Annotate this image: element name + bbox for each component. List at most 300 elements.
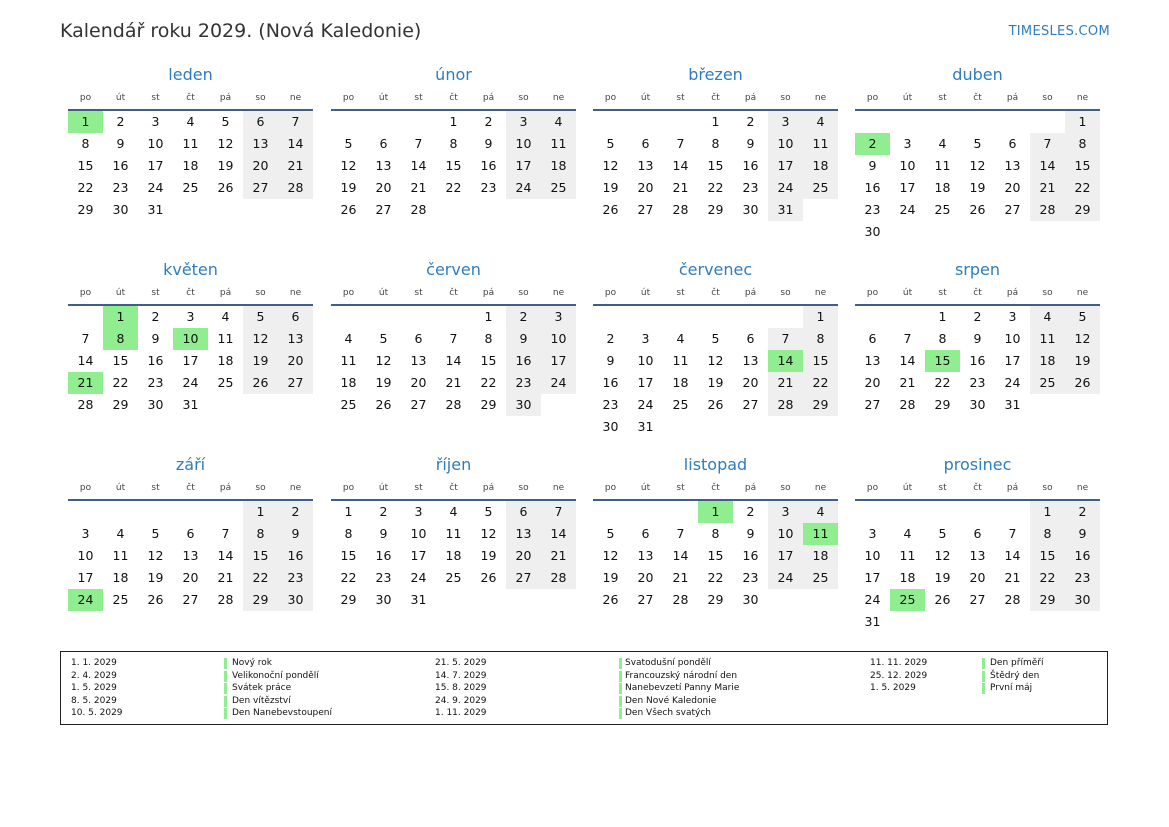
month-name: leden — [168, 65, 213, 84]
weekday-label: čt — [449, 93, 458, 103]
day-cell: 21 — [1004, 570, 1021, 585]
weekday-label: st — [151, 93, 160, 103]
day-cell: 28 — [768, 394, 803, 416]
legend-item — [870, 682, 1169, 695]
weekday-label: čt — [973, 483, 982, 493]
empty-day-cell — [995, 111, 1030, 133]
empty-day-cell — [138, 501, 173, 523]
week-row — [855, 567, 1100, 589]
day-cell: 11 — [672, 353, 689, 368]
day-cell: 15 — [77, 158, 94, 173]
legend-holiday-name: Štědrý den — [990, 670, 1040, 681]
day-cell: 27 — [375, 202, 392, 217]
legend-holiday-name: Den Nové Kaledonie — [625, 695, 717, 706]
day-cell: 10 — [768, 133, 803, 155]
week-row — [593, 328, 838, 350]
day-cell: 20 — [182, 570, 199, 585]
day-cell: 23 — [742, 180, 759, 195]
empty-day-cell — [401, 111, 436, 133]
weekday-label: ne — [814, 93, 827, 103]
holiday-day-cell: 11 — [803, 523, 838, 545]
day-cell: 16 — [112, 158, 129, 173]
week-row — [593, 589, 838, 611]
day-cell: 3 — [1008, 309, 1017, 324]
day-cell: 23 — [742, 570, 759, 585]
day-cell: 10 — [637, 353, 654, 368]
day-cell: 2 — [151, 309, 160, 324]
day-cell: 24 — [506, 177, 541, 199]
day-cell: 31 — [864, 614, 881, 629]
day-cell: 17 — [637, 375, 654, 390]
empty-day-cell — [890, 611, 925, 633]
day-cell: 8 — [1030, 523, 1065, 545]
day-cell: 13 — [742, 353, 759, 368]
day-cell: 27 — [637, 592, 654, 607]
weekday-header — [68, 282, 313, 306]
day-cell: 11 — [217, 331, 234, 346]
legend-item — [71, 682, 401, 695]
day-cell: 29 — [1030, 589, 1065, 611]
empty-day-cell — [68, 501, 103, 523]
day-cell: 12 — [480, 526, 497, 541]
day-cell: 12 — [243, 328, 278, 350]
empty-day-cell — [401, 306, 436, 328]
empty-day-cell — [541, 589, 576, 611]
day-cell: 19 — [243, 350, 278, 372]
legend-date: 8. 5. 2029 — [71, 695, 117, 706]
day-cell: 17 — [864, 570, 881, 585]
week-row — [331, 350, 576, 372]
legend-column — [870, 657, 1169, 695]
empty-day-cell — [803, 589, 838, 611]
day-cell: 25 — [340, 397, 357, 412]
weekday-label: ne — [1076, 483, 1089, 493]
day-cell: 13 — [243, 133, 278, 155]
day-cell: 3 — [506, 111, 541, 133]
day-cell: 27 — [410, 397, 427, 412]
day-cell: 18 — [541, 155, 576, 177]
day-cell: 28 — [410, 202, 427, 217]
day-cell: 20 — [637, 180, 654, 195]
day-cell: 17 — [1004, 353, 1021, 368]
holiday-day-cell: 1 — [68, 111, 103, 133]
day-cell: 10 — [899, 158, 916, 173]
weekday-label: út — [378, 483, 389, 493]
day-cell: 11 — [803, 133, 838, 155]
legend-holiday-name: Nový rok — [232, 658, 272, 668]
day-cell: 17 — [541, 350, 576, 372]
legend-holiday-name: Den příměří — [990, 658, 1044, 668]
day-cell: 28 — [1030, 199, 1065, 221]
week-row — [593, 111, 838, 133]
page-title: Kalendář roku 2029. (Nová Kaledonie) — [60, 20, 422, 42]
day-cell: 27 — [243, 177, 278, 199]
day-cell: 8 — [81, 136, 90, 151]
weekday-label: st — [938, 288, 947, 298]
weekday-label: po — [604, 483, 617, 493]
day-cell: 15 — [707, 548, 724, 563]
weekday-header — [331, 87, 576, 111]
day-cell: 3 — [151, 114, 160, 129]
day-cell: 18 — [340, 375, 357, 390]
week-row — [593, 350, 838, 372]
day-cell: 10 — [506, 133, 541, 155]
day-cell: 27 — [506, 567, 541, 589]
day-cell: 3 — [641, 331, 650, 346]
weekday-label: pá — [744, 93, 757, 103]
day-cell: 29 — [707, 592, 724, 607]
day-cell: 25 — [541, 177, 576, 199]
holiday-legend — [60, 651, 1108, 725]
month-name: červenec — [678, 260, 753, 279]
empty-day-cell — [698, 306, 733, 328]
day-cell: 16 — [742, 548, 759, 563]
day-cell: 12 — [1065, 328, 1100, 350]
day-cell: 30 — [969, 397, 986, 412]
empty-day-cell — [593, 111, 628, 133]
weekday-label: po — [79, 93, 92, 103]
empty-day-cell — [471, 589, 506, 611]
day-cell: 12 — [375, 353, 392, 368]
day-cell: 13 — [375, 158, 392, 173]
day-cell: 1 — [1030, 501, 1065, 523]
day-cell: 22 — [112, 375, 129, 390]
month-5 — [331, 195, 576, 416]
day-cell: 29 — [77, 202, 94, 217]
weekday-header — [331, 282, 576, 306]
day-cell: 9 — [1065, 523, 1100, 545]
day-cell: 11 — [934, 158, 951, 173]
day-cell: 13 — [864, 353, 881, 368]
day-cell: 23 — [602, 397, 619, 412]
day-cell: 30 — [1065, 589, 1100, 611]
weekday-label: st — [414, 288, 423, 298]
day-cell: 23 — [375, 570, 392, 585]
week-row — [855, 133, 1100, 155]
day-cell: 22 — [480, 375, 497, 390]
empty-day-cell — [173, 501, 208, 523]
weekday-label: út — [378, 93, 389, 103]
day-cell: 14 — [445, 353, 462, 368]
day-cell: 18 — [803, 155, 838, 177]
day-cell: 11 — [182, 136, 199, 151]
day-cell: 6 — [278, 306, 313, 328]
legend-color-marker — [224, 658, 227, 669]
day-cell: 26 — [934, 592, 951, 607]
day-cell: 28 — [672, 592, 689, 607]
day-cell: 30 — [864, 224, 881, 239]
day-cell: 13 — [637, 548, 654, 563]
legend-date: 24. 9. 2029 — [435, 695, 487, 706]
week-row — [593, 306, 838, 328]
legend-item — [71, 670, 401, 683]
holiday-day-cell: 24 — [68, 589, 103, 611]
week-row — [68, 111, 313, 133]
day-cell: 15 — [480, 353, 497, 368]
empty-day-cell — [628, 306, 663, 328]
day-cell: 20 — [637, 570, 654, 585]
day-cell: 19 — [217, 158, 234, 173]
site-link[interactable]: TIMESLES.COM — [1008, 24, 1110, 39]
day-cell: 14 — [410, 158, 427, 173]
week-row — [855, 306, 1100, 328]
empty-day-cell — [436, 306, 471, 328]
week-row — [68, 567, 313, 589]
week-row — [331, 133, 576, 155]
week-row — [593, 501, 838, 523]
weekday-label: ne — [552, 483, 565, 493]
week-row — [331, 306, 576, 328]
weekday-label: so — [518, 93, 529, 103]
day-cell: 19 — [147, 570, 164, 585]
day-cell: 18 — [934, 180, 951, 195]
day-cell: 26 — [969, 202, 986, 217]
day-cell: 15 — [1030, 545, 1065, 567]
day-cell: 19 — [934, 570, 951, 585]
weekday-label: čt — [186, 93, 195, 103]
month-8 — [68, 390, 313, 611]
legend-color-marker — [982, 671, 985, 682]
day-cell: 6 — [868, 331, 877, 346]
weekday-label: st — [414, 93, 423, 103]
empty-day-cell — [208, 501, 243, 523]
day-cell: 4 — [676, 331, 685, 346]
weekday-header — [68, 477, 313, 501]
day-cell: 11 — [899, 548, 916, 563]
day-cell: 6 — [243, 111, 278, 133]
month-10 — [593, 390, 838, 611]
day-cell: 19 — [1065, 350, 1100, 372]
legend-item — [71, 695, 401, 708]
weekday-label: pá — [1006, 93, 1019, 103]
day-cell: 21 — [278, 155, 313, 177]
day-cell: 24 — [182, 375, 199, 390]
day-cell: 12 — [934, 548, 951, 563]
day-cell: 21 — [217, 570, 234, 585]
day-cell: 27 — [969, 592, 986, 607]
legend-date: 10. 5. 2029 — [71, 708, 123, 718]
day-cell: 4 — [938, 136, 947, 151]
day-cell: 5 — [973, 136, 982, 151]
day-cell: 25 — [803, 177, 838, 199]
week-row — [593, 133, 838, 155]
day-cell: 24 — [1004, 375, 1021, 390]
day-cell: 26 — [480, 570, 497, 585]
day-cell: 1 — [449, 114, 458, 129]
empty-day-cell — [1065, 611, 1100, 633]
day-cell: 22 — [445, 180, 462, 195]
day-cell: 7 — [221, 526, 230, 541]
day-cell: 20 — [410, 375, 427, 390]
day-cell: 9 — [116, 136, 125, 151]
legend-item — [435, 707, 765, 720]
weekday-label: ne — [289, 288, 302, 298]
weekday-label: pá — [1006, 483, 1019, 493]
legend-color-marker — [224, 683, 227, 694]
day-cell: 12 — [147, 548, 164, 563]
day-cell: 22 — [934, 375, 951, 390]
day-cell: 26 — [375, 397, 392, 412]
weekday-label: po — [342, 93, 355, 103]
legend-date: 11. 11. 2029 — [870, 658, 928, 668]
empty-day-cell — [890, 306, 925, 328]
day-cell: 22 — [243, 567, 278, 589]
day-cell: 23 — [864, 202, 881, 217]
day-cell: 18 — [1030, 350, 1065, 372]
day-cell: 31 — [410, 592, 427, 607]
day-cell: 20 — [243, 155, 278, 177]
day-cell: 3 — [414, 504, 423, 519]
empty-day-cell — [925, 611, 960, 633]
week-row — [331, 111, 576, 133]
empty-day-cell — [506, 589, 541, 611]
weekday-label: ne — [289, 483, 302, 493]
day-cell: 20 — [375, 180, 392, 195]
empty-day-cell — [1030, 111, 1065, 133]
month-days — [331, 501, 576, 611]
day-cell: 4 — [803, 111, 838, 133]
day-cell: 7 — [449, 331, 458, 346]
weekday-label: pá — [482, 483, 495, 493]
day-cell: 27 — [742, 397, 759, 412]
day-cell: 3 — [768, 111, 803, 133]
empty-day-cell — [663, 501, 698, 523]
day-cell: 5 — [344, 136, 353, 151]
day-cell: 7 — [903, 331, 912, 346]
legend-color-marker — [982, 658, 985, 669]
legend-item — [870, 657, 1169, 670]
day-cell: 5 — [484, 504, 493, 519]
legend-holiday-name: Nanebevzetí Panny Marie — [625, 683, 740, 693]
week-row — [855, 611, 1100, 633]
day-cell: 16 — [742, 158, 759, 173]
day-cell: 15 — [243, 545, 278, 567]
day-cell: 14 — [1030, 155, 1065, 177]
weekday-label: pá — [219, 288, 232, 298]
legend-item — [71, 707, 401, 720]
day-cell: 6 — [414, 331, 423, 346]
day-cell: 18 — [672, 375, 689, 390]
day-cell: 1 — [484, 309, 493, 324]
day-cell: 11 — [445, 526, 462, 541]
day-cell: 13 — [506, 523, 541, 545]
week-row — [855, 111, 1100, 133]
day-cell: 31 — [147, 202, 164, 217]
month-name: srpen — [954, 260, 1001, 279]
day-cell: 5 — [243, 306, 278, 328]
week-row — [855, 545, 1100, 567]
weekday-label: so — [255, 93, 266, 103]
day-cell: 18 — [112, 570, 129, 585]
day-cell: 16 — [969, 353, 986, 368]
empty-day-cell — [1030, 611, 1065, 633]
weekday-header — [855, 477, 1100, 501]
weekday-label: so — [780, 288, 791, 298]
day-cell: 23 — [480, 180, 497, 195]
day-cell: 3 — [541, 306, 576, 328]
day-cell: 26 — [243, 372, 278, 394]
day-cell: 1 — [938, 309, 947, 324]
empty-day-cell — [593, 501, 628, 523]
empty-day-cell — [925, 501, 960, 523]
weekday-label: ne — [1076, 93, 1089, 103]
day-cell: 25 — [934, 202, 951, 217]
day-cell: 28 — [541, 567, 576, 589]
day-cell: 4 — [903, 526, 912, 541]
day-cell: 22 — [1030, 567, 1065, 589]
day-cell: 4 — [221, 309, 230, 324]
day-cell: 6 — [1008, 136, 1017, 151]
day-cell: 8 — [711, 136, 720, 151]
weekday-label: čt — [449, 483, 458, 493]
weekday-label: út — [640, 483, 651, 493]
day-cell: 13 — [637, 158, 654, 173]
day-cell: 23 — [1065, 567, 1100, 589]
day-cell: 19 — [602, 180, 619, 195]
day-cell: 18 — [445, 548, 462, 563]
day-cell: 13 — [969, 548, 986, 563]
empty-day-cell — [925, 111, 960, 133]
day-cell: 11 — [112, 548, 129, 563]
day-cell: 30 — [375, 592, 392, 607]
day-cell: 9 — [151, 331, 160, 346]
month-name: prosinec — [943, 455, 1012, 474]
day-cell: 5 — [379, 331, 388, 346]
empty-day-cell — [68, 306, 103, 328]
day-cell: 6 — [506, 501, 541, 523]
weekday-label: st — [938, 93, 947, 103]
empty-day-cell — [855, 501, 890, 523]
day-cell: 29 — [934, 397, 951, 412]
day-cell: 7 — [541, 501, 576, 523]
day-cell: 28 — [217, 592, 234, 607]
day-cell: 12 — [707, 353, 724, 368]
empty-day-cell — [663, 111, 698, 133]
day-cell: 14 — [899, 353, 916, 368]
day-cell: 13 — [182, 548, 199, 563]
day-cell: 1 — [243, 501, 278, 523]
empty-day-cell — [628, 501, 663, 523]
day-cell: 21 — [1030, 177, 1065, 199]
weekday-label: út — [115, 93, 126, 103]
day-cell: 24 — [637, 397, 654, 412]
holiday-day-cell: 2 — [855, 133, 890, 155]
day-cell: 27 — [637, 202, 654, 217]
month-name: září — [175, 455, 206, 474]
legend-holiday-name: První máj — [990, 683, 1033, 693]
week-row — [331, 567, 576, 589]
empty-day-cell — [593, 306, 628, 328]
weekday-label: so — [255, 483, 266, 493]
weekday-label: út — [640, 288, 651, 298]
day-cell: 27 — [182, 592, 199, 607]
day-cell: 28 — [899, 397, 916, 412]
day-cell: 14 — [541, 523, 576, 545]
day-cell: 15 — [445, 158, 462, 173]
holiday-day-cell: 25 — [890, 589, 925, 611]
weekday-label: st — [676, 288, 685, 298]
empty-day-cell — [366, 111, 401, 133]
day-cell: 21 — [899, 375, 916, 390]
weekday-label: so — [1042, 288, 1053, 298]
month-0 — [68, 0, 313, 221]
empty-day-cell — [768, 589, 803, 611]
day-cell: 15 — [340, 548, 357, 563]
day-cell: 24 — [899, 202, 916, 217]
holiday-day-cell: 1 — [698, 501, 733, 523]
day-cell: 17 — [147, 158, 164, 173]
day-cell: 29 — [243, 589, 278, 611]
